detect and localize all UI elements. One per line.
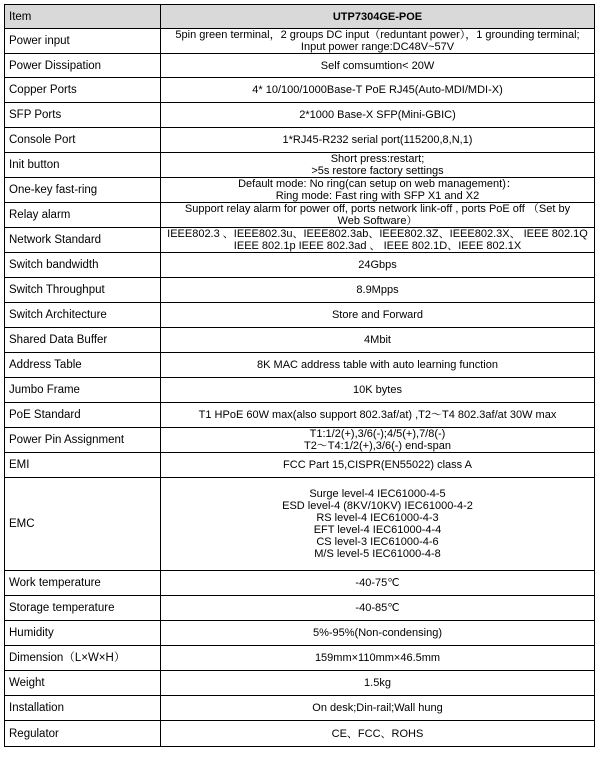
table-row: [5, 54, 595, 78]
spec-value-line: FCC Part 15,CISPR(EN55022) class A: [283, 459, 472, 471]
spec-value-line: 8.9Mpps: [356, 284, 399, 296]
spec-value: [161, 153, 595, 178]
table-row: [5, 303, 595, 328]
spec-value-line: Ring mode: Fast ring with SFP X1 and X2: [275, 190, 480, 202]
spec-value: [161, 228, 595, 253]
spec-value: [161, 328, 595, 353]
spec-label: Dimension（L×W×H）: [5, 646, 161, 671]
spec-value-line: >5s restore factory settings: [311, 165, 444, 177]
spec-value-line: Short press:restart;: [330, 153, 425, 165]
table-row: [5, 621, 595, 646]
spec-value-line: ESD level-4 (8KV/10KV) IEC61000-4-2: [282, 500, 473, 512]
header-label-cell: Item: [5, 5, 161, 29]
spec-value-line: IEEE 802.1p IEEE 802.3ad 、 IEEE 802.1D、IEEE 802.1X: [233, 240, 522, 252]
spec-label: Installation: [5, 696, 161, 721]
table-row: [5, 403, 595, 428]
spec-value-line: Default mode: No ring(can setup on web management)：: [238, 178, 517, 190]
spec-label: PoE Standard: [5, 403, 161, 428]
table-row: [5, 29, 595, 54]
spec-label: Init button: [5, 153, 161, 178]
spec-label: Relay alarm: [5, 203, 161, 228]
table-row: [5, 721, 595, 747]
spec-label: EMI: [5, 453, 161, 478]
spec-value-line: Support relay alarm for power off, ports network link-off , ports PoE off （Set by: [184, 203, 571, 215]
spec-label: Jumbo Frame: [5, 378, 161, 403]
table-row: [5, 178, 595, 203]
table-row: [5, 128, 595, 153]
spec-value-line: 4* 10/100/1000Base-T PoE RJ45(Auto-MDI/MDI-X): [252, 84, 503, 96]
table-row: [5, 278, 595, 303]
spec-value: [161, 128, 595, 153]
table-row: [5, 253, 595, 278]
spec-table: [4, 4, 595, 747]
table-row: [5, 453, 595, 478]
spec-value: [161, 696, 595, 721]
header-value-cell: UTP7304GE-POE: [161, 5, 595, 29]
spec-value-line: 1*RJ45-R232 serial port(115200,8,N,1): [282, 134, 473, 146]
table-row: [5, 228, 595, 253]
table-row: [5, 203, 595, 228]
spec-label: Console Port: [5, 128, 161, 153]
spec-value-line: CS level-3 IEC61000-4-6: [316, 536, 439, 548]
spec-value-line: Surge level-4 IEC61000-4-5: [309, 488, 446, 500]
spec-value: [161, 453, 595, 478]
table-row: [5, 696, 595, 721]
spec-value-line: Web Software）: [337, 215, 418, 227]
spec-value-line: 5%-95%(Non-condensing): [312, 627, 442, 639]
spec-value: [161, 621, 595, 646]
spec-value: [161, 571, 595, 596]
table-row: [5, 671, 595, 696]
spec-value: [161, 478, 595, 571]
spec-label: Power input: [5, 29, 161, 54]
spec-value-line: CE、FCC、ROHS: [331, 727, 424, 740]
spec-value-line: 8K MAC address table with auto learning function: [257, 359, 498, 371]
spec-label: Storage temperature: [5, 596, 161, 621]
spec-value-line: 5pin green terminal，2 groups DC input（reduntant power），1 grounding terminal;: [175, 29, 580, 41]
spec-value-line: Self comsumtion< 20W: [320, 59, 435, 72]
table-row: [5, 571, 595, 596]
spec-label: One-key fast-ring: [5, 178, 161, 203]
spec-label: Switch Throughput: [5, 278, 161, 303]
spec-value-line: T2～T4:1/2(+),3/6(-) end-span: [303, 440, 452, 452]
spec-label: Weight: [5, 671, 161, 696]
spec-value-line: 4Mbit: [364, 334, 391, 346]
spec-value: [161, 671, 595, 696]
spec-label: Regulator: [5, 721, 161, 747]
spec-value: [161, 203, 595, 228]
spec-value-line: T1:1/2(+),3/6(-);4/5(+),7/8(-): [309, 428, 446, 440]
table-row: [5, 478, 595, 571]
spec-value: [161, 29, 595, 54]
spec-value: [161, 303, 595, 328]
spec-value-line: IEEE802.3 、IEEE802.3u、IEEE802.3ab、IEEE802.3Z、IEEE802.3X、 IEEE 802.1Q: [167, 228, 588, 240]
spec-value-line: EFT level-4 IEC61000-4-4: [313, 524, 442, 536]
spec-value-line: -40-85℃: [355, 602, 400, 614]
table-row: [5, 646, 595, 671]
spec-table-body: [5, 5, 595, 747]
spec-value-line: M/S level-5 IEC61000-4-8: [314, 548, 441, 560]
spec-label: Copper Ports: [5, 78, 161, 103]
spec-value: [161, 646, 595, 671]
spec-label: Humidity: [5, 621, 161, 646]
spec-label: Work temperature: [5, 571, 161, 596]
spec-value-line: Input power range:DC48V~57V: [300, 41, 455, 53]
spec-value-line: 2*1000 Base-X SFP(Mini-GBIC): [299, 109, 456, 121]
spec-value: [161, 54, 595, 78]
spec-label: Network Standard: [5, 228, 161, 253]
table-row: [5, 428, 595, 453]
spec-value: [161, 178, 595, 203]
spec-value-line: 1.5kg: [364, 677, 391, 689]
spec-value-line: 24Gbps: [358, 259, 397, 271]
spec-value: [161, 78, 595, 103]
spec-label: Shared Data Buffer: [5, 328, 161, 353]
spec-label: Power Pin Assignment: [5, 428, 161, 453]
spec-value: [161, 253, 595, 278]
spec-value-line: -40-75℃: [355, 577, 400, 589]
spec-value-line: 10K bytes: [353, 384, 402, 396]
spec-label: EMC: [5, 478, 161, 571]
spec-value: [161, 721, 595, 747]
spec-value: [161, 353, 595, 378]
spec-value-line: RS level-4 IEC61000-4-3: [316, 512, 439, 524]
spec-value-line: T1 HPoE 60W max(also support 802.3af/at) ,T2～T4 802.3af/at 30W max: [198, 409, 557, 421]
spec-label: SFP Ports: [5, 103, 161, 128]
table-row: [5, 378, 595, 403]
table-header-row: [5, 5, 595, 29]
spec-value-line: Store and Forward: [331, 309, 424, 321]
table-row: [5, 596, 595, 621]
spec-value: [161, 596, 595, 621]
table-row: [5, 78, 595, 103]
spec-label: Switch bandwidth: [5, 253, 161, 278]
table-row: [5, 103, 595, 128]
spec-value-line: On desk;Din-rail;Wall hung: [312, 702, 443, 714]
spec-value: [161, 278, 595, 303]
spec-value-line: 159mm×110mm×46.5mm: [314, 652, 441, 664]
table-row: [5, 353, 595, 378]
table-row: [5, 153, 595, 178]
table-row: [5, 328, 595, 353]
spec-value: [161, 428, 595, 453]
spec-label: Power Dissipation: [5, 54, 161, 78]
spec-label: Switch Architecture: [5, 303, 161, 328]
spec-value: [161, 403, 595, 428]
spec-label: Address Table: [5, 353, 161, 378]
spec-value: [161, 378, 595, 403]
spec-value: [161, 103, 595, 128]
